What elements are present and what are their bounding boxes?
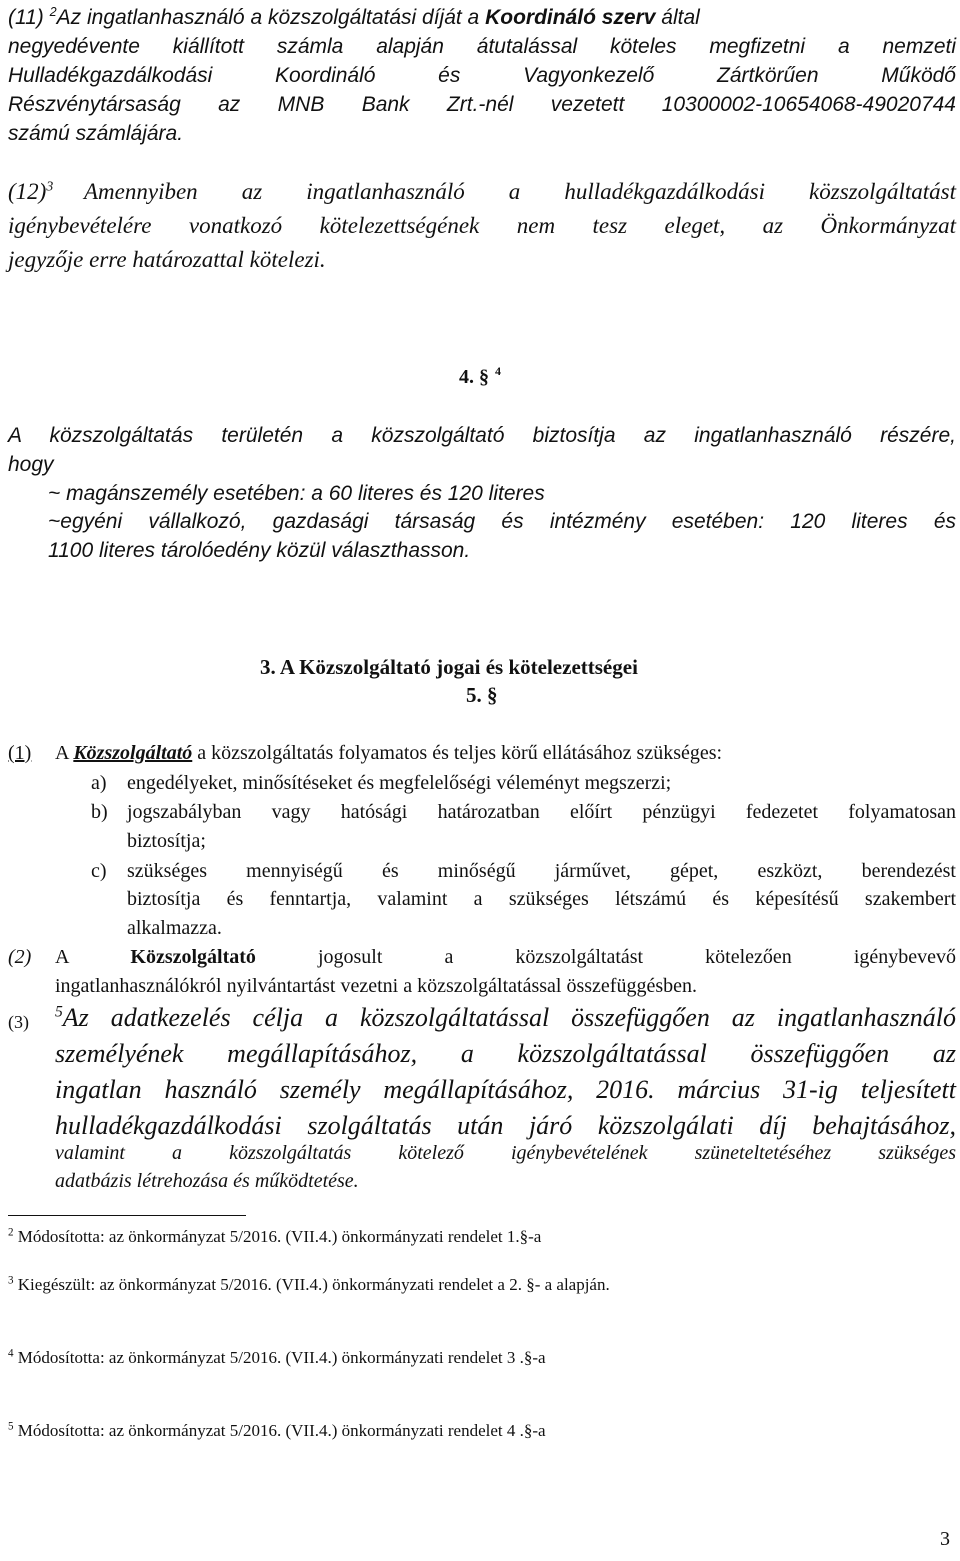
s1-b-line-1: jogszabályban vagy hatósági határozatban előírt pénzügyi fedezetet folyamatosan [127, 801, 956, 823]
chapter-3-title: 3. A Közszolgáltató jogai és kötelezettségei [260, 655, 638, 679]
footnote-5: $^5$ Módosította: az önkormányzat 5/2016. (VII.4.) önkormányzati rendelet 4 .§-a [8, 1420, 546, 1440]
p12-line-1-text: Amennyiben az ingatlanhasználó a hulladékgazdálkodási közszolgáltatást [84, 179, 956, 204]
p11-line-5: számú számlájára. [8, 122, 184, 145]
s1-c-label: c) [91, 860, 107, 882]
section-4-heading: 4. § $^4$ [459, 364, 501, 388]
s1-c-line-1: szükséges mennyiségű és minőségű járművet, gépet, eszközt, berendezést [127, 860, 956, 882]
s3-line-5: valamint a közszolgáltatás kötelező igénybevételének szüneteltetéséhez szükséges [55, 1142, 956, 1164]
footnote-ref-5: 5 [55, 1003, 63, 1021]
sec4-item-3: 1100 literes tárolóedény közül választhasson. [48, 539, 471, 562]
sec4-line-2: hogy [8, 453, 54, 476]
s1-b-label: b) [91, 801, 108, 823]
s1-b-line-2: biztosítja; [127, 830, 206, 852]
p12-line-1 [8, 177, 53, 207]
sec4-item-2: ~egyéni vállalkozó, gazdasági társaság és intézmény esetében: 120 literes és [48, 510, 956, 533]
s1-intro: A Közszolgáltató a közszolgáltatás folyamatos és teljes körű ellátásához szükséges: [55, 742, 723, 764]
s1-bold-term: Közszolgáltató [73, 742, 193, 764]
p11-line-2: negyedévente kiállított számla alapján átutalással köteles megfizetni a nemzeti [8, 35, 956, 58]
s3-line-4: hulladékgazdálkodási szolgáltatás után járó közszolgálati díj behajtásához, [55, 1111, 956, 1140]
p12-line-2: igénybevételére vonatkozó kötelezettségének nem tesz eleget, az Önkormányzat [8, 213, 956, 238]
s3-line-1: $^5$Az adatkezelés célja a közszolgáltatással összefüggően az ingatlanhasználó [55, 1003, 956, 1032]
s3-number: (3) [8, 1012, 29, 1032]
s2-line-2: ingatlanhasználókról nyilvántartást vezetni a közszolgáltatással összefüggésben. [55, 975, 698, 997]
sec4-line-1: A közszolgáltatás területén a közszolgáltató biztosítja az ingatlanhasználó részére, [8, 424, 956, 447]
sec4-item-1: ~ magánszemély esetében: a 60 literes és 120 literes [48, 482, 545, 505]
s2-number: (2) [8, 946, 32, 968]
s1-a-text: engedélyeket, minősítéseket és megfelelőségi véleményt megszerzi; [127, 772, 672, 794]
s2-line-1: A Közszolgáltató jogosult a közszolgáltatást kötelezően igénybevevő [55, 946, 957, 968]
s3-line-3: ingatlan használó személy megállapításához, 2016. március 31-ig teljesített [55, 1075, 956, 1104]
p11-line-3: Hulladékgazdálkodási Koordináló és Vagyonkezelő Zártkörűen Működő [8, 64, 956, 87]
footnote-2: $^2$ Módosította: az önkormányzat 5/2016. (VII.4.) önkormányzati rendelet 1.§-a [8, 1226, 542, 1246]
page-number: 3 [940, 1528, 950, 1550]
p11-number: (11) [8, 6, 50, 29]
p12-line-3: jegyzője erre határozattal kötelezi. [8, 247, 326, 272]
p11-text-start: Az ingatlanhasználó a közszolgáltatási díját a [56, 6, 486, 29]
s1-c-line-3: alkalmazza. [127, 917, 222, 939]
s3-line-2: személyének megállapításához, a közszolgáltatással összefüggően az [55, 1039, 956, 1068]
footnote-4: $^4$ Módosította: az önkormányzat 5/2016. (VII.4.) önkormányzati rendelet 3 .§-a [8, 1347, 546, 1367]
footnote-ref-3: 3 [46, 178, 54, 194]
footnote-ref-4: 4 [495, 364, 501, 379]
footnote-ref-2: 2 [49, 5, 57, 19]
section-5-heading: 5. § [466, 683, 498, 707]
p11-bold-term: Koordináló szerv [485, 6, 656, 29]
s1-a-label: a) [91, 772, 107, 794]
s3-line-6: adatbázis létrehozása és működtetése. [55, 1170, 359, 1192]
s1-number: (1) [8, 742, 32, 764]
p11-line-4: Részvénytársaság az MNB Bank Zrt.-nél vezetett 10300002-10654068-49020744 [8, 93, 956, 116]
s2-bold-term: Közszolgáltató [130, 946, 256, 968]
p12-number: (12) [8, 179, 47, 204]
s1-c-line-2: biztosítja és fenntartja, valamint a szükséges létszámú és képesítésű szakembert [127, 888, 956, 910]
footnote-3: $^3$ Kiegészült: az önkormányzat 5/2016. (VII.4.) önkormányzati rendelet a 2. §- a alapján. [8, 1274, 610, 1294]
footnote-separator [8, 1215, 246, 1216]
p11-line-1 [8, 4, 956, 31]
p11-text-end: által [655, 6, 700, 29]
